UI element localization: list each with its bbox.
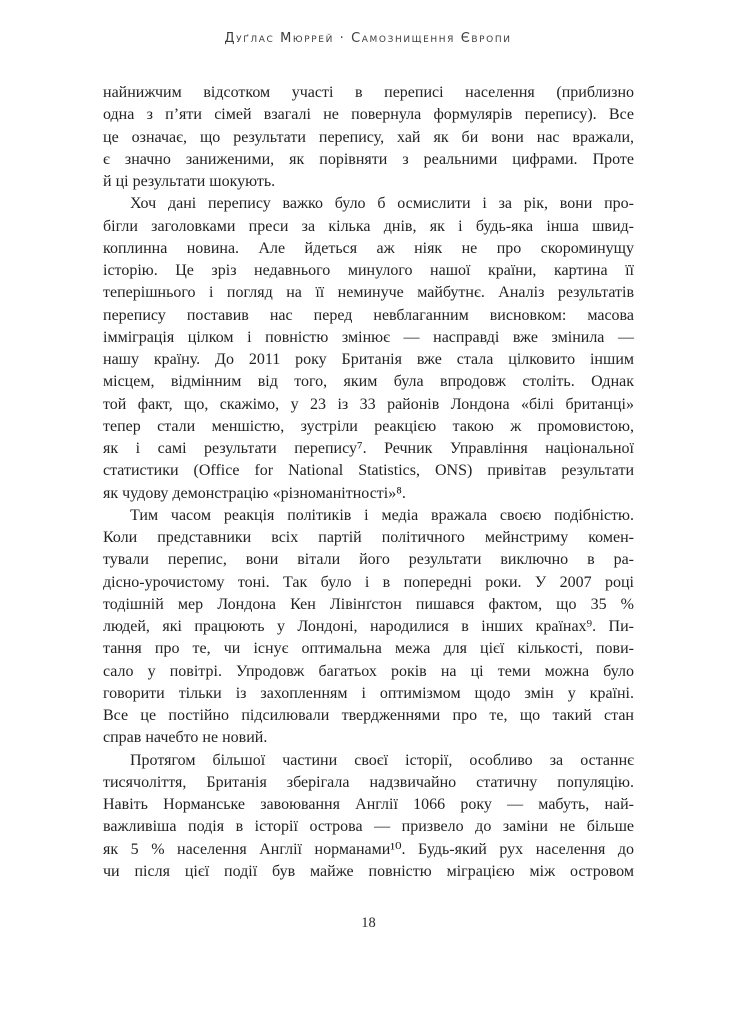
text-line: чи після цієї події був майже повністю міграцією між островом bbox=[103, 862, 634, 880]
text-line: перепису поставив нас перед невблаганним висновком: масова bbox=[103, 306, 634, 324]
text-block bbox=[103, 82, 634, 883]
text-line: є значно заниженими, як порівняти з реальними цифрами. Проте bbox=[103, 150, 634, 168]
paragraph bbox=[103, 82, 634, 193]
text-line: статистики (Office for National Statistics, ONS) привітав результати bbox=[103, 462, 634, 480]
text-line: нашу країну. До 2011 року Британія вже стала цілковито іншим bbox=[103, 351, 634, 368]
text-line: дісно-урочистому тоні. Так було і в попередні роки. У 2007 році bbox=[103, 573, 634, 591]
text-line: імміграція цілком і повністю змінює — насправді вже змінила — bbox=[103, 328, 634, 346]
text-line: говорити тільки із захопленням і оптимізмом щодо змін у країні. bbox=[103, 684, 634, 702]
text-line: й ці результати шокують. bbox=[103, 173, 276, 190]
text-line: той факт, що, скажімо, у 23 із 33 районів Лондона «білі британці» bbox=[103, 395, 634, 413]
text-line: Все це постійно підсилювали твердженнями про те, що такий стан bbox=[103, 707, 634, 724]
text-line: історію. Це зріз недавнього минулого нашої країни, картина її bbox=[103, 262, 634, 279]
text-line: тання про те, чи існує оптимальна межа для цієї кількості, пови- bbox=[103, 640, 634, 658]
text-line: людей, які працюють у Лондоні, народилися в інших країнах⁹. Пи- bbox=[103, 618, 634, 635]
text-line: сало у повітрі. Упродовж багатьох років на ці теми можна було bbox=[103, 662, 634, 680]
paragraph bbox=[103, 750, 634, 884]
text-line: важливіша подія в історії острова — призвело до заміни не більше bbox=[103, 818, 634, 836]
text-line: як і самі результати перепису⁷. Речник Управління національної bbox=[103, 440, 634, 457]
text-line: тепер стали меншістю, зустріли реакцією такою ж промовистою, bbox=[103, 417, 634, 435]
text-line: справ начебто не новий. bbox=[103, 729, 268, 747]
text-line: коплинна новина. Але йдеться аж ніяк не про скороминущу bbox=[103, 239, 634, 257]
text-line: як 5 % населення Англії норманами¹⁰. Будь-який рух населення до bbox=[103, 840, 634, 858]
text-line: Протягом більшої частини своєї історії, особливо за останнє bbox=[130, 751, 634, 769]
paragraph bbox=[103, 193, 634, 505]
text-line: місцем, відмінним від того, яким була впродовж століть. Однак bbox=[103, 373, 634, 391]
text-line: бігли заголовками преси за кілька днів, як і будь-яка інша швид- bbox=[103, 217, 634, 235]
text-line: тисячоліття, Британія зберігала надзвичайно статичну популяцію. bbox=[103, 773, 634, 791]
text-line: тували перепис, вони вітали його результати виключно в ра- bbox=[103, 551, 634, 569]
paragraph bbox=[103, 505, 634, 750]
text-line: тодішній мер Лондона Кен Лівінґстон пишався фактом, що 35 % bbox=[103, 595, 634, 613]
text-line: Коли представники всіх партій політичного мейнстриму комен- bbox=[103, 529, 634, 546]
text-line: теперішнього і погляд на її неминуче майбутнє. Аналіз результатів bbox=[103, 284, 634, 302]
text-line: найнижчим відсотком участі в переписі населення (приблизно bbox=[103, 84, 634, 101]
text-line: Навіть Норманське завоювання Англії 1066 року — мабуть, най- bbox=[103, 796, 634, 813]
text-line: одна з п’яти сімей взагалі не повернула формулярів перепису). Все bbox=[103, 106, 634, 124]
text-line: як чудову демонстрацію «різноманітності»⁸. bbox=[103, 484, 406, 502]
running-header: Дуґлас Мюррей · Самознищення Європи bbox=[224, 31, 512, 46]
page-number: 18 bbox=[361, 915, 376, 931]
text-line: це означає, що результати перепису, хай як би вони нас вражали, bbox=[103, 128, 634, 146]
text-line: Тим часом реакція політиків і медіа вражала своєю подібністю. bbox=[130, 506, 634, 524]
text-line: Хоч дані перепису важко було б осмислити і за рік, вони про- bbox=[130, 195, 634, 213]
